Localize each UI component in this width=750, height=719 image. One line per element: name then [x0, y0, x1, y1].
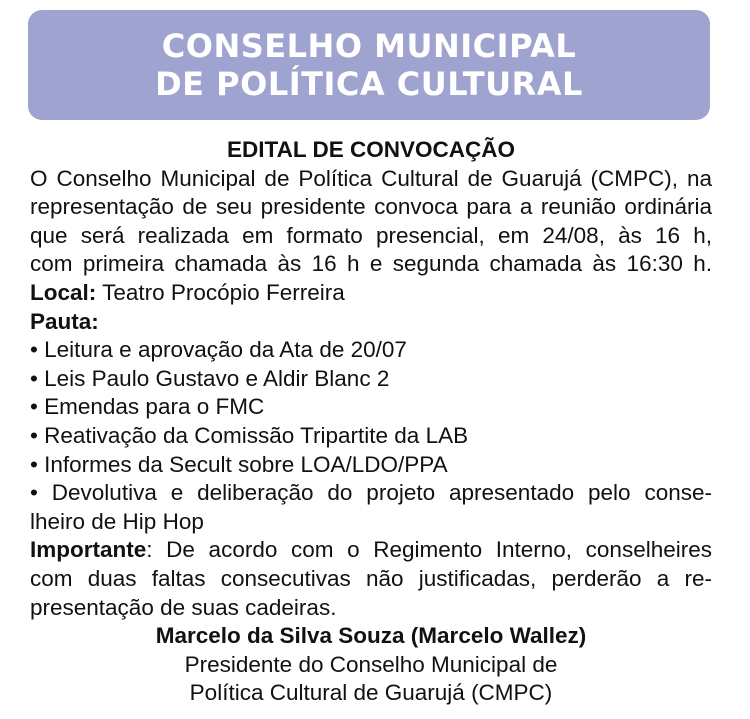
signature-role-line-2: Política Cultural de Guarujá (CMPC): [189, 680, 553, 706]
pauta-label: [30, 308, 712, 337]
pauta-item-last-line-1: • Devolutiva e deliberação do projeto apresentado pelo conse-: [30, 480, 712, 506]
pauta-item: • Leitura e aprovação da Ata de 20/07: [30, 337, 407, 363]
local-line: [30, 279, 712, 308]
pauta-label-text: Pauta:: [30, 308, 99, 334]
pauta-item: • Emendas para o FMC: [30, 394, 265, 420]
intro-line-1: O Conselho Municipal de Política Cultural de Guarujá (CMPC), na: [30, 165, 712, 191]
banner-title-line-1: CONSELHO MUNICIPAL: [161, 27, 577, 65]
pauta-item: • Reativação da Comissão Tripartite da LAB: [30, 422, 469, 448]
intro-line-4: com primeira chamada às 16 h e segunda chamada às 16:30 h.: [30, 251, 712, 277]
intro-line-2: representação de seu presidente convoca para a reunião ordinária: [30, 194, 712, 220]
signature-name: [30, 622, 712, 651]
signature-name-text: Marcelo da Silva Souza (Marcelo Wallez): [155, 623, 587, 649]
edital-title: EDITAL DE CONVOCAÇÃO: [227, 137, 515, 162]
local-label: Local:: [30, 279, 97, 305]
local-value: Teatro Procópio Ferreira: [96, 279, 345, 305]
pauta-item-last-line-2: lheiro de Hip Hop: [30, 508, 204, 534]
banner-title-line-2: DE POLÍTICA CULTURAL: [155, 65, 583, 103]
pauta-item: • Informes da Secult sobre LOA/LDO/PPA: [30, 451, 448, 477]
edital-body: [30, 136, 712, 708]
header-banner: [28, 10, 710, 120]
importante-line-2: com duas faltas consecutivas não justificadas, perderão a re-: [30, 565, 712, 591]
importante-label: Importante: [30, 537, 147, 563]
importante-line-3: presentação de suas cadeiras.: [30, 594, 337, 620]
intro-line-3: que será realizada em formato presencial, em 24/08, às 16 h,: [30, 222, 712, 248]
pauta-item: • Leis Paulo Gustavo e Aldir Blanc 2: [30, 365, 390, 391]
importante-line-1: [30, 536, 712, 565]
importante-text-1: : De acordo com o Regimento Interno, conselheires: [146, 537, 712, 563]
signature-role-line-1: Presidente do Conselho Municipal de: [184, 651, 558, 677]
